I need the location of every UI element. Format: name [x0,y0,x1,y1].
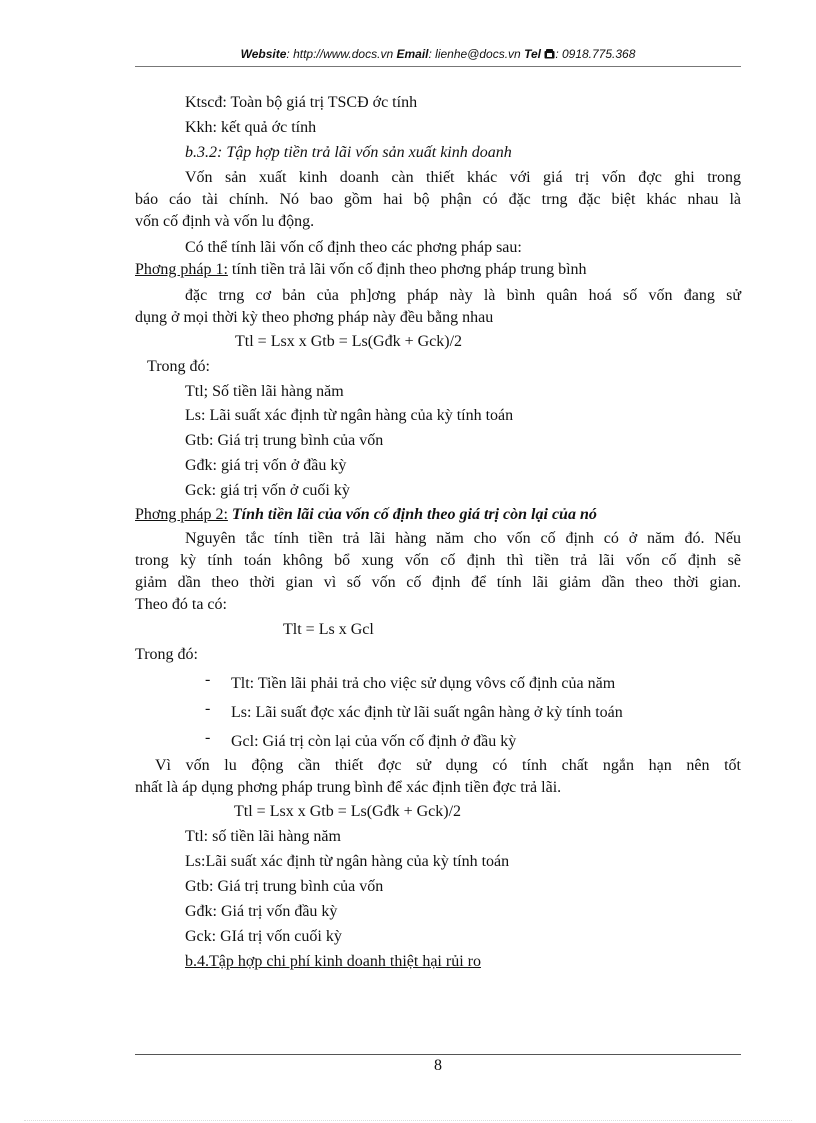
paragraph-line: nhất là áp dụng phơng pháp trung bình để xác định tiền đợc trả lãi. [135,779,562,796]
bullet-dash: - [205,671,211,688]
method-2-line [135,505,597,525]
definition-line: Gtb: Giá trị trung bình của vốn [185,878,384,895]
section-heading-b4: b.4.Tập hợp chi phí kinh doanh thiệt hại rủi ro [185,953,481,970]
formula-2: Tlt = Ls x Gcl [283,621,374,638]
paragraph-line: Vốn sản xuất kinh doanh càn thiết khác với giá trị vốn đợc ghi trong [185,169,741,186]
definition-line: Ls: Lãi suất xác định từ ngân hàng của kỳ tính toán [185,407,514,424]
method-1-text: tính tiền trả lãi vốn cố định theo phơng pháp trung bình [227,261,587,278]
paragraph-line: dụng ở mọi thời kỳ theo phơng pháp này đều bằng nhau [135,309,494,326]
header-rule [135,66,741,67]
formula-3: Ttl = Lsx x Gtb = Ls(Gđk + Gck)/2 [234,803,462,820]
paragraph-line: vốn cố định và vốn lu động. [135,213,315,230]
where-label: Trong đó: [147,358,210,375]
bullet-dash: - [205,729,211,746]
definition-line: Ttl: số tiền lãi hàng năm [185,828,341,845]
tel-value: : 0918.775.368 [555,47,636,61]
paragraph-line: Nguyên tắc tính tiền trả lãi hàng năm cho vốn cố định có ở năm đó. Nếu [185,530,741,547]
method-1-label: Phơng pháp 1: [135,261,228,278]
page-edge-dots [24,1120,792,1121]
method-2-label: Phơng pháp 2: [135,506,228,523]
phone-icon [544,49,555,59]
bullet-item: Ls: Lãi suất đợc xác định từ lãi suất ngân hàng ở kỳ tính toán [231,704,623,721]
where-label: Trong đó: [135,646,198,663]
website-label: Website [240,47,287,61]
formula-1: Ttl = Lsx x Gtb = Ls(Gđk + Gck)/2 [235,333,463,350]
bullet-item: Gcl: Giá trị còn lại của vốn cố định ở đầu kỳ [231,733,517,750]
definition-line: Ttl; Số tiền lãi hàng năm [185,383,344,400]
paragraph-line: giảm dần theo thời gian vì số vốn cố định để tính lãi giảm dần theo thời gian. [135,574,741,591]
method-2-heading: Tính tiền lãi của vốn cố định theo giá trị còn lại của nó [227,506,597,523]
email-value: : lienhe@docs.vn [428,47,521,61]
bullet-item: Tlt: Tiền lãi phải trả cho việc sử dụng vôvs cố định của năm [231,675,616,692]
method-1-line [135,260,587,280]
definition-line: Gtb: Giá trị trung bình của vốn [185,432,384,449]
definition-line: Gck: GIá trị vốn cuối kỳ [185,928,342,945]
definition-line: Gđk: giá trị vốn ở đầu kỳ [185,457,347,474]
website-value: : http://www.docs.vn [286,47,394,61]
definition-line: Ls:Lãi suất xác định từ ngân hàng của kỳ tính toán [185,853,510,870]
ktscd-line: Ktscđ: Toàn bộ giá trị TSCĐ ớc tính [185,94,418,111]
paragraph-line: Theo đó ta có: [135,596,227,613]
paragraph-line: trong kỳ tính toán không bổ xung vốn cố định thì tiền trả lãi vốn cố định sẽ [135,552,741,569]
section-heading-b32: b.3.2: Tập hợp tiền trả lãi vốn sản xuất kinh doanh [185,144,512,161]
page-number: 8 [434,1057,442,1074]
definition-line: Gck: giá trị vốn ở cuối kỳ [185,482,350,499]
tel-label: Tel [524,47,541,61]
paragraph-line: báo cáo tài chính. Nó bao gồm hai bộ phận có đặc trng đặc biệt khác nhau là [135,191,741,208]
kkh-line: Kkh: kết quả ớc tính [185,119,317,136]
page-header [135,47,741,61]
paragraph-line: đặc trng cơ bản của ph]ơng pháp này là bình quân hoá số vốn đang sử [185,287,741,304]
footer-rule [135,1054,741,1055]
paragraph-line: Có thể tính lãi vốn cố định theo các phơng pháp sau: [185,239,522,256]
paragraph-line: Vì vốn lu động cần thiết đợc sử dụng có tính chất ngắn hạn nên tốt [155,757,741,774]
bullet-dash: - [205,700,211,717]
definition-line: Gđk: Giá trị vốn đầu kỳ [185,903,338,920]
email-label: Email [396,47,429,61]
